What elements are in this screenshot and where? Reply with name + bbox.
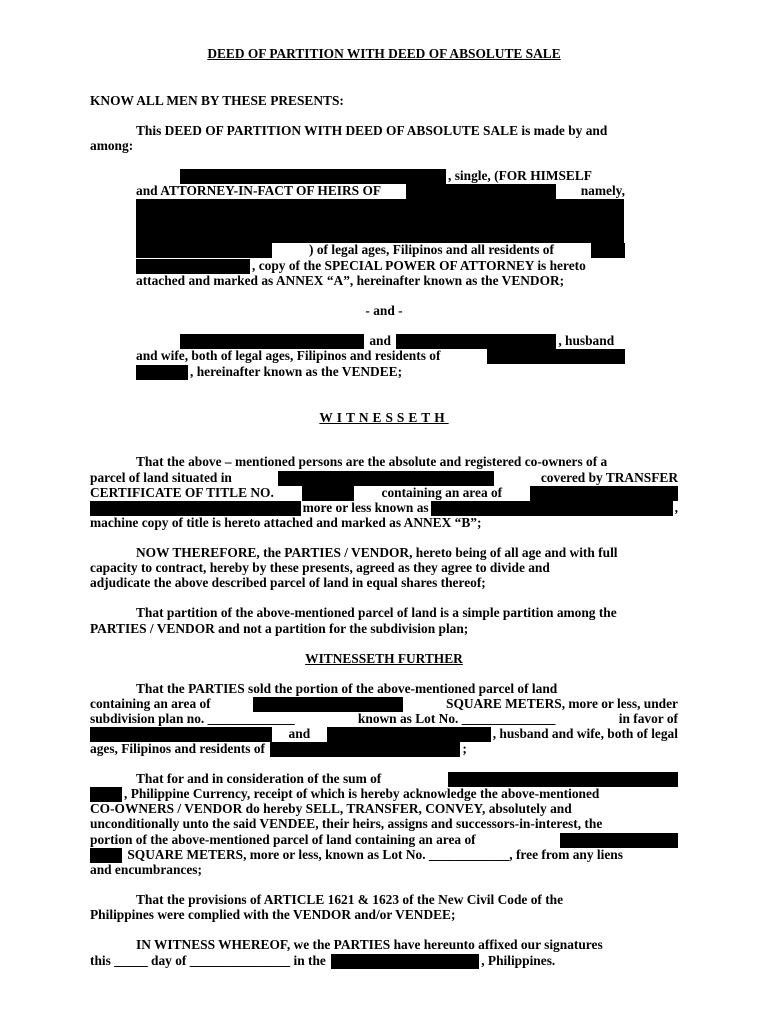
f-p2-line-3: CO-OWNERS / VENDOR do hereby SELL, TRANSFER, CONVEY, absolutely and — [90, 801, 572, 816]
w-p1-line-2: parcel of land situated in covered by TRANSFER — [90, 470, 678, 485]
f-p2-line-7: and encumbrances; — [90, 862, 202, 877]
witnesseth-further-heading: WITNESSETH FURTHER — [305, 651, 463, 666]
redaction-bar — [90, 727, 272, 742]
redaction-bar — [487, 349, 625, 364]
w-p1-line-5: machine copy of title is hereto attached and marked as ANNEX “B”; — [90, 515, 482, 530]
f-p1-line-1: That the PARTIES sold the portion of the above-mentioned parcel of land — [136, 681, 558, 696]
vendor-line-1: , single, (FOR HIMSELF — [180, 168, 625, 184]
vendor-line-7: attached and marked as ANNEX “A”, hereinafter known as the VENDOR; — [136, 273, 565, 288]
redaction-block — [136, 199, 624, 243]
w-p1-line-4: more or less known as , — [90, 500, 678, 516]
f-p2-line-6: SQUARE METERS, more or less, known as Lot No. ____________, free from any liens — [90, 847, 678, 863]
and-separator: - and - — [365, 303, 403, 318]
document-title: DEED OF PARTITION WITH DEED OF ABSOLUTE SALE — [207, 46, 561, 61]
vendor-line-2: and ATTORNEY-IN-FACT OF HEIRS OF namely, — [136, 183, 625, 198]
f-p2-line-1: That for and in consideration of the sum of — [136, 771, 678, 787]
redaction-bar — [448, 772, 678, 787]
intro-line-1: This DEED OF PARTITION WITH DEED OF ABSOLUTE SALE is made by and — [136, 123, 608, 138]
f-p1-line-3: subdivision plan no. _____________ known as Lot No. ______________ in favor of — [90, 711, 678, 726]
redaction-bar — [560, 833, 678, 848]
redaction-bar — [136, 365, 188, 380]
f-p2-line-5: portion of the above-mentioned parcel of land containing an area of — [90, 832, 678, 848]
w-p1-line-1: That the above – mentioned persons are the absolute and registered co-owners of a — [136, 454, 608, 469]
w-p1-line-3: CERTIFICATE OF TITLE NO. containing an area of — [90, 485, 678, 501]
redaction-bar — [327, 727, 491, 742]
w-p2-line-3: adjudicate the above described parcel of land in equal shares thereof; — [90, 575, 486, 590]
redaction-bar — [406, 184, 556, 199]
redaction-bar — [302, 486, 354, 501]
redaction-bar — [90, 501, 301, 516]
w-p3-line-1: That partition of the above-mentioned parcel of land is a simple partition among the — [136, 605, 617, 620]
vendee-line-1: and , husband — [180, 333, 625, 349]
vendor-line-5: ) of legal ages, Filipinos and all residents of — [136, 242, 625, 258]
w-p2-line-2: capacity to contract, hereby by these presents, agreed as they agree to divide and — [90, 560, 550, 575]
vendee-line-2: and wife, both of legal ages, Filipinos and residents of — [136, 348, 625, 364]
redaction-bar — [278, 471, 494, 486]
opening-line: KNOW ALL MEN BY THESE PRESENTS: — [90, 93, 344, 108]
f-p3-line-1: That the provisions of ARTICLE 1621 & 1623 of the New Civil Code of the — [136, 892, 564, 907]
redaction-bar — [270, 742, 460, 757]
redaction-bar — [136, 243, 272, 258]
f-p2-line-2: , Philippine Currency, receipt of which is hereby acknowledge the above-mentioned — [90, 786, 678, 802]
vendor-line-6: , copy of the SPECIAL POWER OF ATTORNEY is hereto — [136, 258, 625, 274]
intro-line-2: among: — [90, 138, 134, 153]
redaction-bar — [431, 501, 673, 516]
f-p1-line-5: ages, Filipinos and residents of ; — [90, 741, 467, 756]
witnesseth-heading: WITNESSETH — [319, 410, 449, 425]
w-p2-line-1: NOW THEREFORE, the PARTIES / VENDOR, hereto being of all age and with full — [136, 545, 618, 560]
f-p4-line-2: this _____ day of _______________ in the , Philippines. — [90, 953, 556, 968]
f-p2-line-4: unconditionally unto the said VENDEE, their heirs, assigns and successors-in-interest, the — [90, 816, 603, 831]
f-p1-line-2: containing an area of SQUARE METERS, more or less, under — [90, 696, 678, 711]
f-p1-line-4: and , husband and wife, both of legal — [90, 726, 678, 742]
f-p3-line-2: Philippines were complied with the VENDOR and/or VENDEE; — [90, 907, 456, 922]
redaction-bar — [331, 954, 479, 969]
w-p3-line-2: PARTIES / VENDOR and not a partition for the subdivision plan; — [90, 621, 469, 636]
redaction-bar — [591, 243, 625, 258]
vendee-line-3: , hereinafter known as the VENDEE; — [136, 364, 625, 380]
f-p4-line-1: IN WITNESS WHEREOF, we the PARTIES have hereunto affixed our signatures — [136, 937, 603, 952]
redaction-bar — [530, 486, 678, 501]
redaction-bar — [253, 697, 403, 712]
